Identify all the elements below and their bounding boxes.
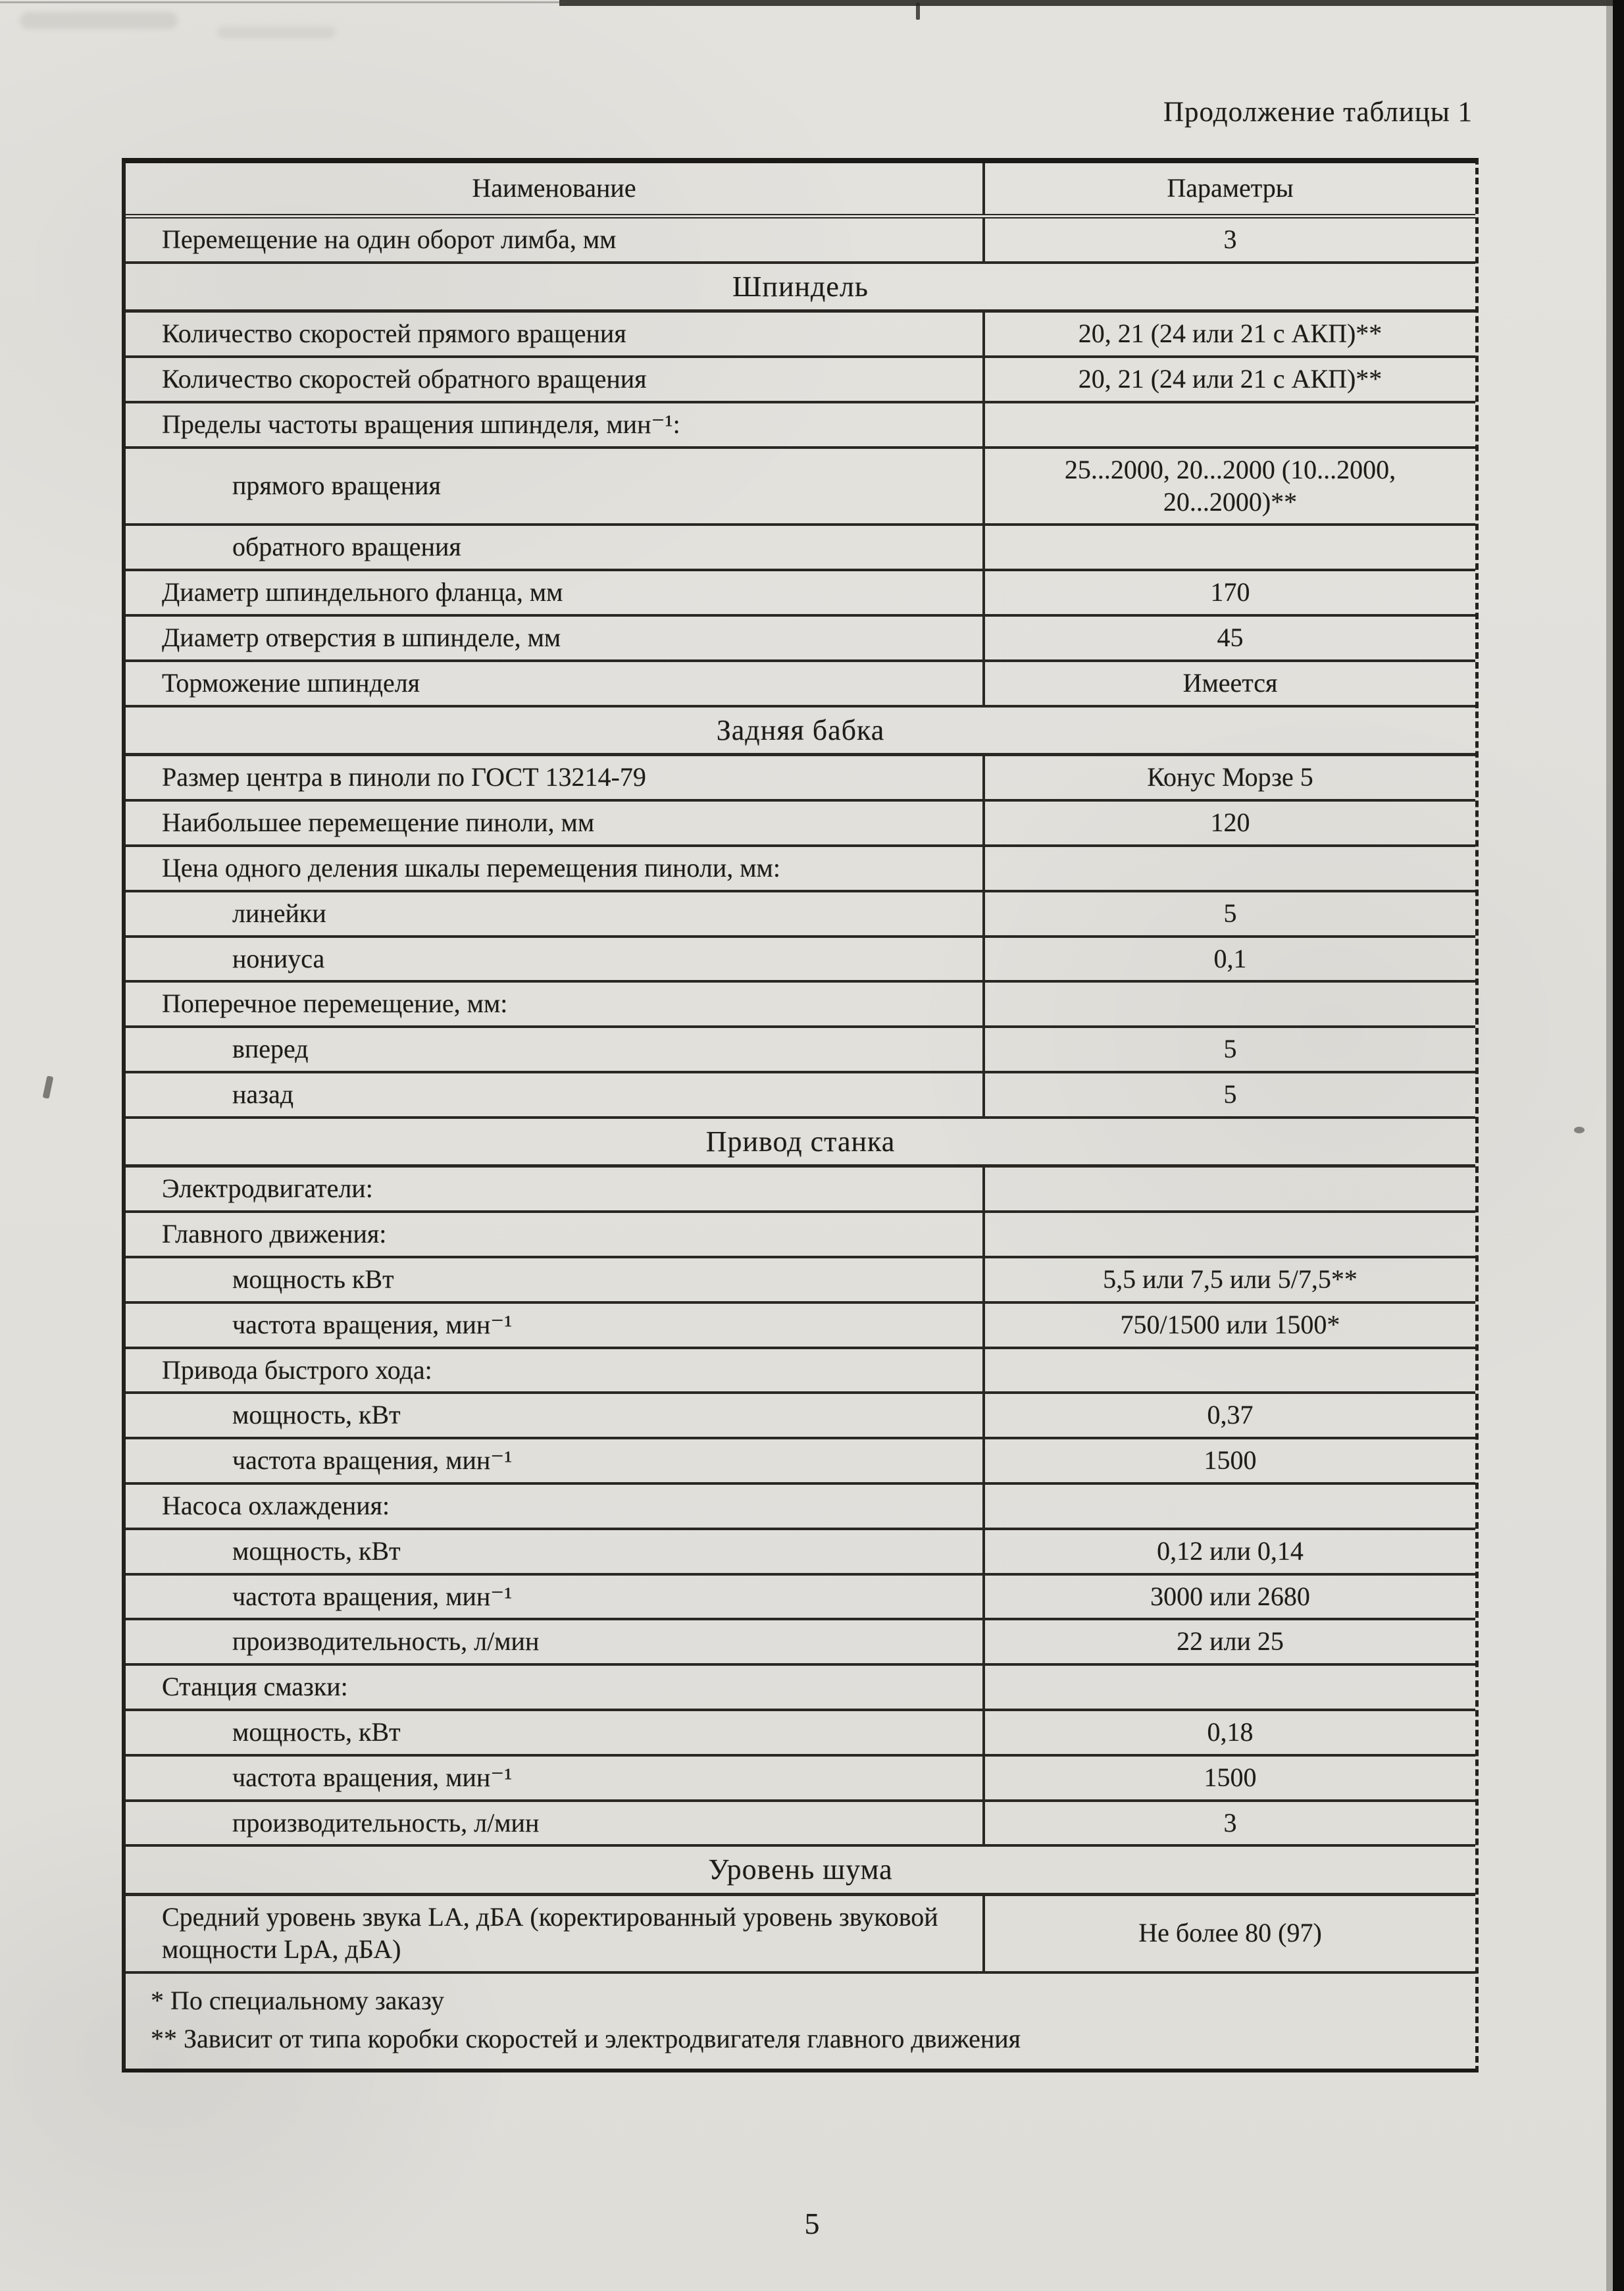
row-label: Количество скоростей прямого вращения — [126, 313, 985, 355]
row-label: частота вращения, мин⁻¹ — [126, 1439, 985, 1482]
row-value: 0,18 — [1207, 1716, 1254, 1747]
table-row — [126, 662, 1475, 708]
table-row — [126, 1349, 1475, 1395]
row-label: мощность, кВт — [126, 1530, 985, 1573]
table-row — [126, 1530, 1475, 1576]
footnotes-row — [126, 1974, 1475, 2069]
row-value — [985, 1485, 1475, 1528]
scan-artifact-smudge — [20, 12, 178, 29]
row-value — [985, 1349, 1475, 1392]
section-title: Привод станка — [705, 1125, 896, 1158]
scan-artifact-top-tick — [916, 3, 920, 20]
table-row — [126, 1394, 1475, 1439]
row-value: 22 или 25 — [1177, 1626, 1284, 1657]
row-value: 5,5 или 7,5 или 5/7,5** — [1103, 1264, 1358, 1294]
row-label: Диаметр шпиндельного фланца, мм — [126, 571, 985, 614]
table-row — [126, 1666, 1475, 1711]
row-value — [985, 1666, 1475, 1709]
table-row — [126, 403, 1475, 449]
row-value: 0,12 или 0,14 — [1157, 1535, 1304, 1566]
row-label: мощность, кВт — [126, 1711, 985, 1754]
row-label: Насоса охлаждения: — [126, 1485, 985, 1528]
row-label: Станция смазки: — [126, 1666, 985, 1709]
section-title: Шпиндель — [732, 270, 869, 303]
spec-table-body — [126, 219, 1475, 2069]
footnote: ** Зависит от типа коробки скоростей и электродвигателя главного движения — [151, 2023, 1021, 2053]
row-value: 0,37 — [1207, 1400, 1254, 1430]
table-row — [126, 313, 1475, 358]
scan-artifact-right-band-soft — [1606, 0, 1613, 2291]
section-title: Уровень шума — [708, 1853, 893, 1886]
row-label: Привода быстрого хода: — [126, 1349, 985, 1392]
table-row — [126, 449, 1475, 527]
table-row — [126, 1485, 1475, 1530]
spec-table — [122, 158, 1479, 2072]
row-label: Диаметр отверстия в шпинделе, мм — [126, 617, 985, 659]
table-row — [126, 526, 1475, 571]
section-header-row — [126, 1119, 1475, 1168]
row-label: прямого вращения — [126, 449, 985, 524]
page-number: 5 — [804, 2207, 820, 2240]
row-value: 170 — [1210, 577, 1250, 607]
row-value: 1500 — [1204, 1445, 1257, 1476]
table-row — [126, 1576, 1475, 1621]
row-label: Размер центра в пиноли по ГОСТ 13214-79 — [126, 756, 985, 799]
table-row — [126, 1896, 1475, 1974]
scan-artifact-left-mark — [43, 1075, 54, 1098]
row-value: 1500 — [1204, 1762, 1257, 1792]
section-header-row — [126, 1847, 1475, 1896]
table-row — [126, 892, 1475, 938]
row-label: Главного движения: — [126, 1213, 985, 1256]
table-row — [126, 1258, 1475, 1304]
row-value: 0,1 — [1213, 943, 1247, 973]
row-label: Электродвигатели: — [126, 1168, 985, 1210]
scan-artifact-top-edge-left — [0, 1, 566, 3]
section-header-row — [126, 264, 1475, 313]
table-row — [126, 1802, 1475, 1847]
row-value: 5 — [1223, 898, 1237, 928]
table-header-row — [126, 163, 1475, 219]
row-value: 3 — [1223, 224, 1237, 254]
table-row — [126, 1168, 1475, 1213]
table-row — [126, 358, 1475, 403]
table-row — [126, 1073, 1475, 1119]
row-value: 120 — [1210, 808, 1250, 838]
table-row — [126, 1711, 1475, 1757]
row-value: 20, 21 (24 или 21 с АКП)** — [1078, 364, 1383, 394]
row-value: 3 — [1223, 1807, 1237, 1838]
row-label: частота вращения, мин⁻¹ — [126, 1304, 985, 1347]
table-row — [126, 1028, 1475, 1073]
row-value — [985, 526, 1475, 569]
scan-artifact-smudge — [217, 26, 336, 38]
row-value — [985, 1168, 1475, 1210]
table-row — [126, 1439, 1475, 1485]
row-value: 5 — [1223, 1034, 1237, 1064]
section-header-row — [126, 708, 1475, 757]
column-header-params: Параметры — [1167, 173, 1294, 203]
row-label: Средний уровень звука LA, дБА (коректированный уровень звуковой мощности LpA, дБА) — [126, 1896, 985, 1971]
table-row — [126, 802, 1475, 847]
table-row — [126, 1620, 1475, 1666]
row-value: Не более 80 (97) — [1138, 1918, 1322, 1948]
table-row — [126, 938, 1475, 983]
table-row — [126, 571, 1475, 617]
table-row — [126, 219, 1475, 264]
section-title: Задняя бабка — [716, 713, 885, 746]
scan-artifact-top-edge — [559, 0, 1624, 6]
table-row — [126, 1213, 1475, 1258]
column-header-name: Наименование — [126, 163, 985, 214]
row-value: Конус Морзе 5 — [1147, 762, 1313, 792]
row-label: мощность, кВт — [126, 1394, 985, 1437]
row-label: Количество скоростей обратного вращения — [126, 358, 985, 401]
row-value: 750/1500 или 1500* — [1120, 1309, 1340, 1339]
table-row — [126, 1757, 1475, 1802]
row-value — [985, 847, 1475, 890]
row-label: Наибольшее перемещение пиноли, мм — [126, 802, 985, 844]
row-value: 20, 21 (24 или 21 с АКП)** — [1078, 319, 1383, 349]
row-label: обратного вращения — [126, 526, 985, 569]
row-label: Торможение шпинделя — [126, 662, 985, 705]
row-label: линейки — [126, 892, 985, 935]
row-value — [985, 983, 1475, 1025]
row-label: мощность кВт — [126, 1258, 985, 1301]
row-value: Имеется — [1182, 667, 1278, 698]
table-row — [126, 617, 1475, 662]
table-row — [126, 983, 1475, 1028]
row-label: нониуса — [126, 938, 985, 981]
row-label: частота вращения, мин⁻¹ — [126, 1757, 985, 1799]
row-label: Цена одного деления шкалы перемещения пиноли, мм: — [126, 847, 985, 890]
row-value — [985, 403, 1475, 446]
scan-artifact-right-band — [1613, 0, 1624, 2291]
row-value: 45 — [1217, 623, 1244, 653]
row-label: вперед — [126, 1028, 985, 1071]
table-row — [126, 847, 1475, 892]
table-continuation-label: Продолжение таблицы 1 — [1163, 97, 1473, 128]
row-label: производительность, л/мин — [126, 1620, 985, 1663]
row-label: назад — [126, 1073, 985, 1116]
row-value — [985, 1213, 1475, 1256]
table-row — [126, 756, 1475, 802]
row-value: 5 — [1223, 1079, 1237, 1109]
footnote: * По специальному заказу — [151, 1985, 444, 2015]
scan-artifact-right-dot — [1574, 1127, 1585, 1133]
row-value: 3000 или 2680 — [1150, 1581, 1310, 1611]
row-label: Пределы частоты вращения шпинделя, мин⁻¹: — [126, 403, 985, 446]
row-label: частота вращения, мин⁻¹ — [126, 1576, 985, 1618]
row-label: производительность, л/мин — [126, 1802, 985, 1845]
row-label: Перемещение на один оборот лимба, мм — [126, 219, 985, 261]
table-row — [126, 1304, 1475, 1349]
row-value: 25...2000, 20...2000 (10...2000, 20...2000)** — [1064, 454, 1396, 517]
row-label: Поперечное перемещение, мм: — [126, 983, 985, 1025]
